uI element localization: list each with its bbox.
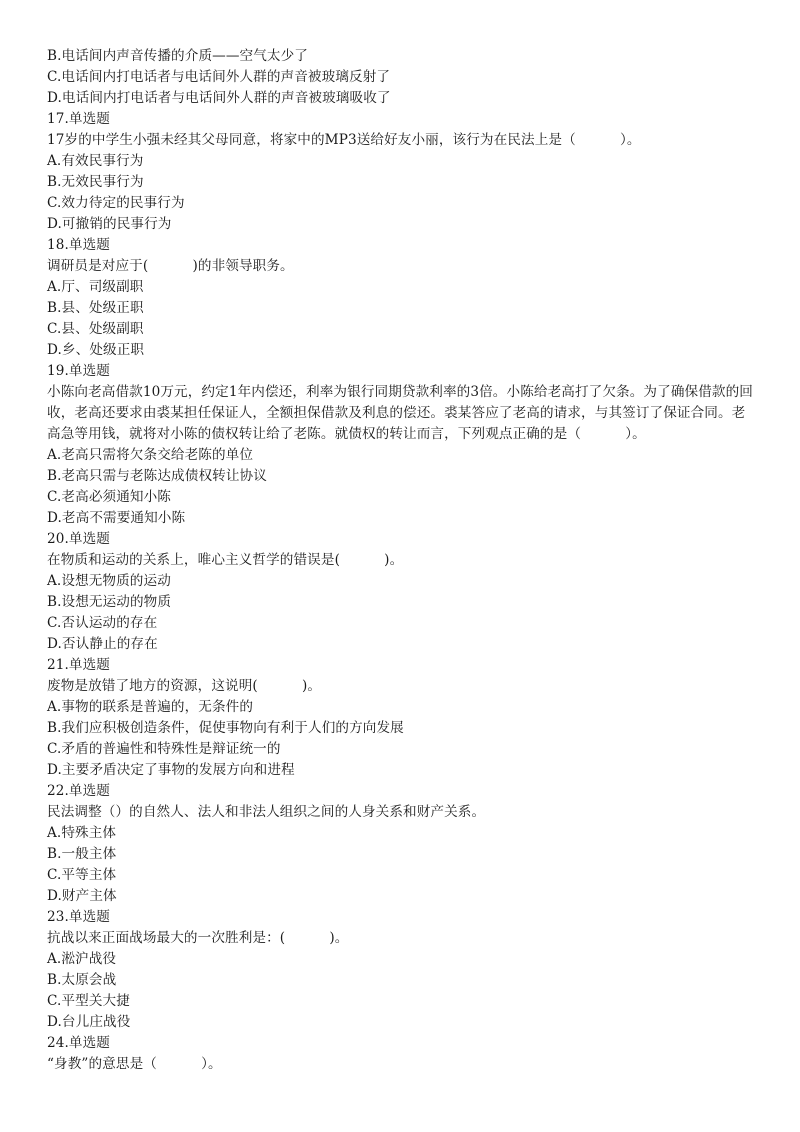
answer-option: D.电话间内打电话者与电话间外人群的声音被玻璃吸收了 bbox=[47, 90, 391, 106]
question-header: 24.单选题 bbox=[47, 1035, 110, 1051]
question-stem: “身教”的意思是（ ）。 bbox=[47, 1056, 222, 1072]
question-stem: 抗战以来正面战场最大的一次胜利是：( )。 bbox=[47, 930, 349, 946]
question-stem: 小陈向老高借款10万元，约定1年内偿还，利率为银行同期贷款利率的3倍。小陈给老高打了欠条。为了确保借款的回收，老高还要求由裘某担任保证人，全额担保借款及利息的偿还。裘某答应了老高的请求，与其签订了保证合同。老高急等用钱，就将对小陈的债权转让给了老陈。就债权的转让而言，下列观点正确的是（ ）。 bbox=[47, 384, 753, 442]
answer-option: B.设想无运动的物质 bbox=[47, 594, 172, 610]
question-stem: 17岁的中学生小强未经其父母同意，将家中的MP3送给好友小丽，该行为在民法上是（ ）。 bbox=[47, 132, 641, 148]
answer-option: D.否认静止的存在 bbox=[47, 636, 158, 652]
question-header: 19.单选题 bbox=[47, 363, 110, 379]
exam-page bbox=[47, 46, 759, 1075]
question-header: 22.单选题 bbox=[47, 783, 110, 799]
answer-option: B.县、处级正职 bbox=[47, 300, 144, 316]
question-header: 17.单选题 bbox=[47, 111, 110, 127]
answer-option: B.无效民事行为 bbox=[47, 174, 144, 190]
question-stem: 在物质和运动的关系上，唯心主义哲学的错误是( )。 bbox=[47, 552, 404, 568]
answer-option: C.县、处级副职 bbox=[47, 321, 144, 337]
answer-option: D.可撤销的民事行为 bbox=[47, 216, 172, 232]
answer-option: A.特殊主体 bbox=[47, 825, 117, 841]
answer-option: A.厅、司级副职 bbox=[47, 279, 144, 295]
answer-option: C.老高必须通知小陈 bbox=[47, 489, 171, 505]
question-header: 23.单选题 bbox=[47, 909, 110, 925]
answer-option: B.我们应积极创造条件，促使事物向有利于人们的方向发展 bbox=[47, 720, 404, 736]
question-stem: 调研员是对应于( )的非领导职务。 bbox=[47, 258, 294, 274]
question-stem: 废物是放错了地方的资源，这说明( )。 bbox=[47, 678, 322, 694]
answer-option: D.乡、处级正职 bbox=[47, 342, 145, 358]
answer-option: C.否认运动的存在 bbox=[47, 615, 158, 631]
answer-option: A.事物的联系是普遍的，无条件的 bbox=[47, 699, 254, 715]
answer-option: B.太原会战 bbox=[47, 972, 117, 988]
question-header: 20.单选题 bbox=[47, 531, 110, 547]
answer-option: A.有效民事行为 bbox=[47, 153, 144, 169]
answer-option: B.电话间内声音传播的介质——空气太少了 bbox=[47, 48, 308, 64]
question-header: 21.单选题 bbox=[47, 657, 110, 673]
answer-option: D.老高不需要通知小陈 bbox=[47, 510, 186, 526]
answer-option: C.平型关大捷 bbox=[47, 993, 130, 1009]
answer-option: C.电话间内打电话者与电话间外人群的声音被玻璃反射了 bbox=[47, 69, 391, 85]
answer-option: D.主要矛盾决定了事物的发展方向和进程 bbox=[47, 762, 295, 778]
answer-option: C.矛盾的普遍性和特殊性是辩证统一的 bbox=[47, 741, 281, 757]
answer-option: D.财产主体 bbox=[47, 888, 117, 904]
answer-option: B.老高只需与老陈达成债权转让协议 bbox=[47, 468, 267, 484]
answer-option: C.效力待定的民事行为 bbox=[47, 195, 185, 211]
answer-option: A.淞沪战役 bbox=[47, 951, 117, 967]
answer-option: D.台儿庄战役 bbox=[47, 1014, 131, 1030]
answer-option: B.一般主体 bbox=[47, 846, 117, 862]
answer-option: A.设想无物质的运动 bbox=[47, 573, 171, 589]
question-header: 18.单选题 bbox=[47, 237, 110, 253]
question-stem: 民法调整（）的自然人、法人和非法人组织之间的人身关系和财产关系。 bbox=[47, 804, 486, 820]
answer-option: A.老高只需将欠条交给老陈的单位 bbox=[47, 447, 254, 463]
answer-option: C.平等主体 bbox=[47, 867, 117, 883]
